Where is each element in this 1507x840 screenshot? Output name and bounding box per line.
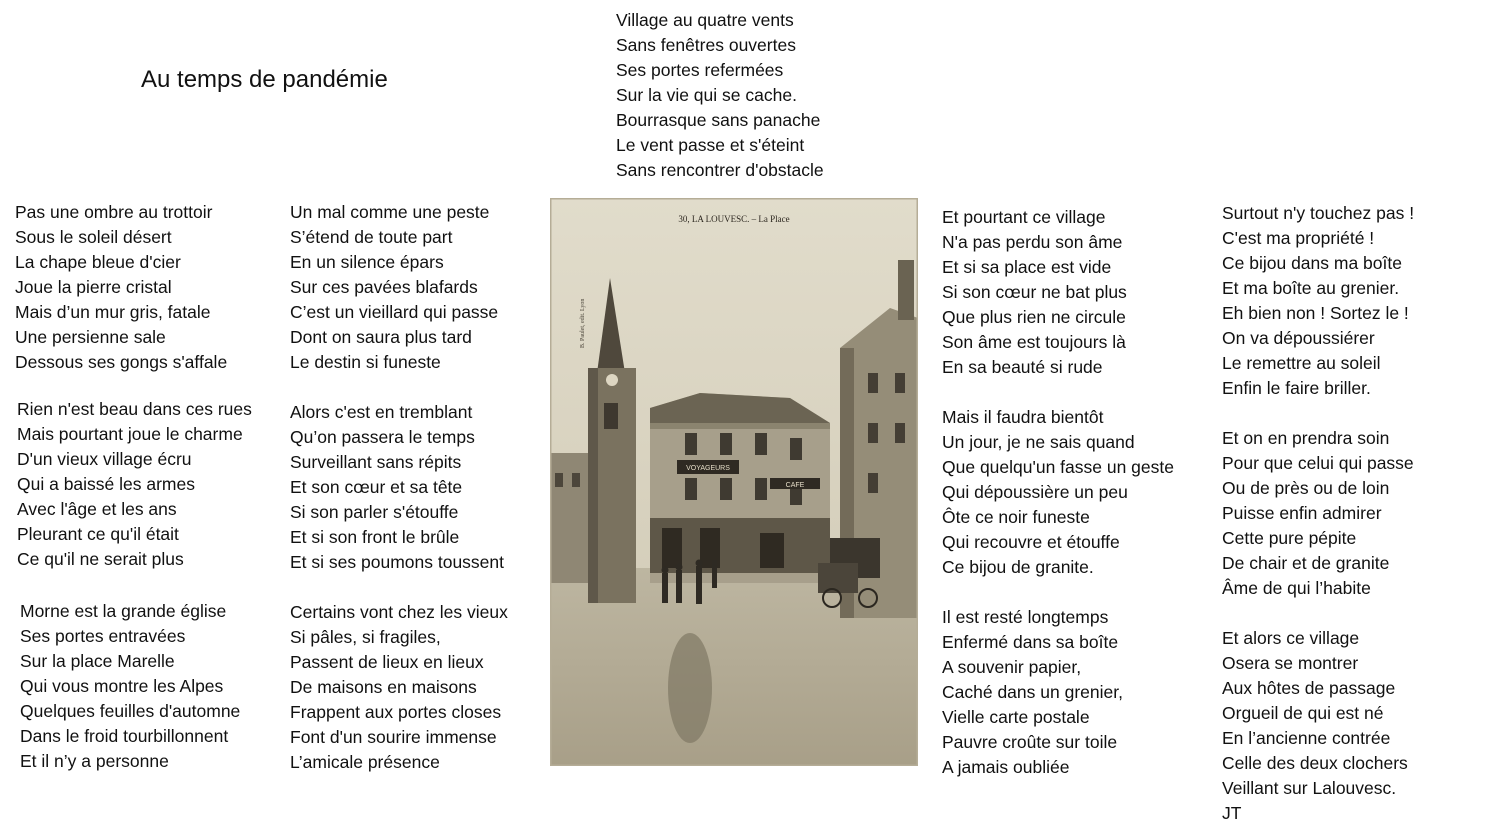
poem-line: Vielle carte postale: [942, 707, 1090, 727]
poem-line: Pour que celui qui passe: [1222, 453, 1414, 473]
postcard-sign-right: CAFE: [785, 482, 805, 489]
poem-line: Qu’on passera le temps: [290, 427, 475, 447]
stanza-col4-2: [1222, 426, 1414, 601]
poem-line: Sur ces pavées blafards: [290, 277, 478, 297]
poem-line: En un silence épars: [290, 252, 444, 272]
poem-line: De chair et de granite: [1222, 553, 1390, 573]
poem-line: Une persienne sale: [15, 327, 166, 347]
stanza-col4-1: [1222, 201, 1414, 401]
poem-line: Caché dans un grenier,: [942, 682, 1123, 702]
poem-line: De maisons en maisons: [290, 677, 477, 697]
poem-line: Et ma boîte au grenier.: [1222, 278, 1400, 298]
poem-line: Surveillant sans répits: [290, 452, 462, 472]
poem-line: Sans rencontrer d'obstacle: [616, 160, 824, 180]
poem-line: Si pâles, si fragiles,: [290, 627, 441, 647]
poem-line: Et si sa place est vide: [942, 257, 1112, 277]
poem-line: Mais il faudra bientôt: [942, 407, 1104, 427]
poem-line: C'est ma propriété !: [1222, 228, 1375, 248]
stanza-col1-1: [15, 200, 227, 375]
poem-line: Enfermé dans sa boîte: [942, 632, 1119, 652]
poem-line: L’amicale présence: [290, 752, 440, 772]
poem-line: Morne est la grande église: [20, 601, 227, 621]
poem-line: Sur la vie qui se cache.: [616, 85, 797, 105]
poem-line: Surtout n'y touchez pas !: [1222, 203, 1415, 223]
poem-title: Au temps de pandémie: [141, 66, 388, 93]
poem-line: Et si son front le brûle: [290, 527, 460, 547]
stanza-top: [616, 8, 824, 183]
poem-line: Ce bijou dans ma boîte: [1222, 253, 1402, 273]
poem-line: Qui vous montre les Alpes: [20, 676, 224, 696]
poem-line: Avec l'âge et les ans: [17, 499, 177, 519]
poem-line: A souvenir papier,: [942, 657, 1082, 677]
poem-line: Qui dépoussière un peu: [942, 482, 1128, 502]
poem-line: JT: [1222, 803, 1242, 823]
stanza-col2-3: [290, 600, 508, 775]
poem-line: Puisse enfin admirer: [1222, 503, 1382, 523]
poem-line: Celle des deux clochers: [1222, 753, 1408, 773]
poem-line: Qui recouvre et étouffe: [942, 532, 1120, 552]
poem-line: Eh bien non ! Sortez le !: [1222, 303, 1409, 323]
poem-line: Ce bijou de granite.: [942, 557, 1094, 577]
poem-line: Ou de près ou de loin: [1222, 478, 1390, 498]
poem-line: Ce qu'il ne serait plus: [17, 549, 184, 569]
poem-line: Et alors ce village: [1222, 628, 1360, 648]
poem-line: Enfin le faire briller.: [1222, 378, 1371, 398]
poem-line: Qui a baissé les armes: [17, 474, 195, 494]
poem-line: Alors c'est en tremblant: [290, 402, 473, 422]
poem-line: Que plus rien ne circule: [942, 307, 1126, 327]
poem-line: N'a pas perdu son âme: [942, 232, 1123, 252]
poem-line: Village au quatre vents: [616, 10, 794, 30]
poem-line: Mais d’un mur gris, fatale: [15, 302, 211, 322]
poem-line: Dessous ses gongs s'affale: [15, 352, 228, 372]
poem-line: Son âme est toujours là: [942, 332, 1126, 352]
poem-line: Sous le soleil désert: [15, 227, 172, 247]
poem-line: Et il n’y a personne: [20, 751, 169, 771]
poem-line: Que quelqu'un fasse un geste: [942, 457, 1174, 477]
poem-line: Ses portes entravées: [20, 626, 186, 646]
poem-line: Ôte ce noir funeste: [942, 507, 1090, 527]
poem-line: Ses portes refermées: [616, 60, 784, 80]
stanza-col1-2: [17, 397, 252, 572]
poem-line: Il est resté longtemps: [942, 607, 1109, 627]
stanza-col4-3: [1222, 626, 1408, 826]
poem-line: Certains vont chez les vieux: [290, 602, 508, 622]
poem-line: D'un vieux village écru: [17, 449, 192, 469]
poem-line: Si son cœur ne bat plus: [942, 282, 1127, 302]
poem-line: Si son parler s'étouffe: [290, 502, 459, 522]
poem-line: Et si ses poumons toussent: [290, 552, 504, 572]
postcard-publisher: B. Paulet, edit. Lyon: [580, 298, 586, 348]
poem-line: Quelques feuilles d'automne: [20, 701, 241, 721]
poem-line: La chape bleue d'cier: [15, 252, 181, 272]
postcard-image: [550, 198, 918, 766]
stanza-col3-1: [942, 205, 1127, 380]
stanza-col1-3: [20, 599, 240, 774]
poem-line: Le vent passe et s'éteint: [616, 135, 805, 155]
poem-line: Dont on saura plus tard: [290, 327, 472, 347]
postcard-sign-left: VOYAGEURS: [686, 465, 730, 472]
poem-line: Un mal comme une peste: [290, 202, 490, 222]
poem-line: Dans le froid tourbillonnent: [20, 726, 229, 746]
poem-line: Bourrasque sans panache: [616, 110, 821, 130]
poem-line: Le destin si funeste: [290, 352, 441, 372]
poem-line: Veillant sur Lalouvesc.: [1222, 778, 1397, 798]
poem-line: Pas une ombre au trottoir: [15, 202, 213, 222]
poem-line: Joue la pierre cristal: [15, 277, 172, 297]
poem-line: Cette pure pépite: [1222, 528, 1357, 548]
poem-line: Osera se montrer: [1222, 653, 1359, 673]
poem-line: Âme de qui l’habite: [1222, 578, 1371, 598]
poem-line: Orgueil de qui est né: [1222, 703, 1384, 723]
poem-line: Le remettre au soleil: [1222, 353, 1381, 373]
poem-line: Et on en prendra soin: [1222, 428, 1390, 448]
poem-line: Pauvre croûte sur toile: [942, 732, 1118, 752]
stanza-col3-3: [942, 605, 1123, 780]
poem-line: S’étend de toute part: [290, 227, 453, 247]
poem-line: En sa beauté si rude: [942, 357, 1103, 377]
poem-line: A jamais oubliée: [942, 757, 1070, 777]
poem-line: Mais pourtant joue le charme: [17, 424, 243, 444]
poem-line: En l’ancienne contrée: [1222, 728, 1391, 748]
poem-line: Sans fenêtres ouvertes: [616, 35, 796, 55]
poem-line: Font d'un sourire immense: [290, 727, 497, 747]
poem-line: Un jour, je ne sais quand: [942, 432, 1135, 452]
poem-line: Et pourtant ce village: [942, 207, 1106, 227]
poem-line: Aux hôtes de passage: [1222, 678, 1396, 698]
poem-line: C’est un vieillard qui passe: [290, 302, 499, 322]
poem-line: Frappent aux portes closes: [290, 702, 502, 722]
poem-line: On va dépoussiérer: [1222, 328, 1375, 348]
poem-line: Pleurant ce qu'il était: [17, 524, 179, 544]
stanza-col2-2: [290, 400, 504, 575]
stanza-col2-1: [290, 200, 498, 375]
poem-line: Passent de lieux en lieux: [290, 652, 484, 672]
poem-line: Rien n'est beau dans ces rues: [17, 399, 252, 419]
postcard-caption: 30, LA LOUVESC. – La Place: [678, 214, 790, 224]
stanza-col3-2: [942, 405, 1174, 580]
poem-line: Et son cœur et sa tête: [290, 477, 463, 497]
poem-line: Sur la place Marelle: [20, 651, 175, 671]
